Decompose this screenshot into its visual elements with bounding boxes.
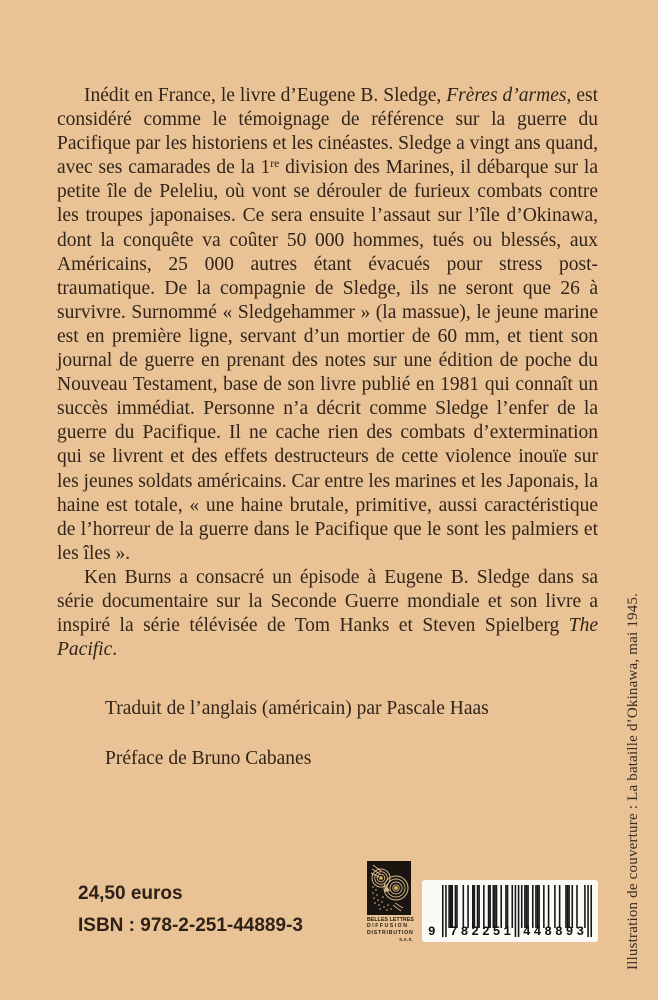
publisher-legal-form: S.A.S. <box>399 936 413 942</box>
preface-credit: Préface de Bruno Cabanes <box>105 748 312 770</box>
blurb-p1-text-1: Inédit en France, le livre d’Eugene B. Sledge, <box>84 85 447 106</box>
blurb-p1-text-3: division des Marines, il débarque sur la petite île de Peleliu, où vont se dérouler de furieux combats contre les troupes japonaises. Ce sera ensuite l’assaut sur l’île d’Okinawa, dont la conquête va coûter 50 000 hommes, tués ou blessés, aux Américains, 25 000 autres étant évacués pour stress post-traumatique. De la compagnie de Sledge, ils ne seront que 26 à survivre. Surnommé « Sledgehammer » (la massue), le jeune marine est en première ligne, servant d’un mortier de 60 mm, et tient son journal de guerre en prenant des notes sur une édition de poche du Nouveau Testament, base de son livre publié en 1981 qui connaît un succès immédiat. Personne n’a décrit comme Sledge l’enfer de la guerre du Pacifique. Il ne cache rien des combats d’extermination qui se livrent et des effets destructeurs de cette violence inouïe sur les jeunes soldats américains. Car entre les marines et les Japonais, la haine est totale, « une haine brutale, primitive, aussi caractéristique de l’horreur de la guerre dans le Pacifique que le sont les palmiers et les îles ». <box>57 157 598 564</box>
ean-barcode <box>422 880 598 942</box>
blurb-p2-text-1: Ken Burns a consacré un épisode à Eugene B. Sledge dans sa série documentaire sur la Seconde Guerre mondiale et son livre a inspiré la série télévisée de Tom Hanks et Steven Spielberg <box>57 566 598 637</box>
barcode-digits-right: 448893 <box>523 924 588 939</box>
blurb-p2-text-2: . <box>112 639 118 661</box>
publisher-name-line-3: DISTRIBUTION <box>367 929 414 936</box>
publisher-owl-icon <box>367 861 411 915</box>
blurb-paragraph-1 <box>57 84 598 566</box>
blurb-p1-text-2: , est considéré comme le témoignage de référence sur la guerre du Pacifique par les historiens et les cinéastes. Sledge a vingt ans quand, avec ses camarades de la 1 <box>57 85 599 179</box>
tv-series-title-italic: The Pacific <box>57 615 598 661</box>
publisher-logo <box>367 861 413 942</box>
ordinal-superscript: re <box>270 157 280 171</box>
cover-illustration-credit: Illustration de couverture : La bataille d’Okinawa, mai 1945. <box>625 592 641 970</box>
book-title-italic: Frères d’armes <box>446 85 567 106</box>
barcode-digits-left: 782251 <box>450 924 515 939</box>
translator-credit: Traduit de l’anglais (américain) par Pascale Haas <box>105 698 489 720</box>
blurb-paragraph-2 <box>57 566 598 662</box>
barcode-digit-lead: 9 <box>428 924 436 939</box>
publisher-name-line-2: DIFFUSION <box>367 923 409 930</box>
price-label: 24,50 euros <box>78 883 183 904</box>
isbn-label: ISBN : 978-2-251-44889-3 <box>78 915 303 936</box>
publisher-name-line-1: BELLES LETTRES <box>367 917 414 923</box>
back-cover-blurb <box>57 84 598 771</box>
